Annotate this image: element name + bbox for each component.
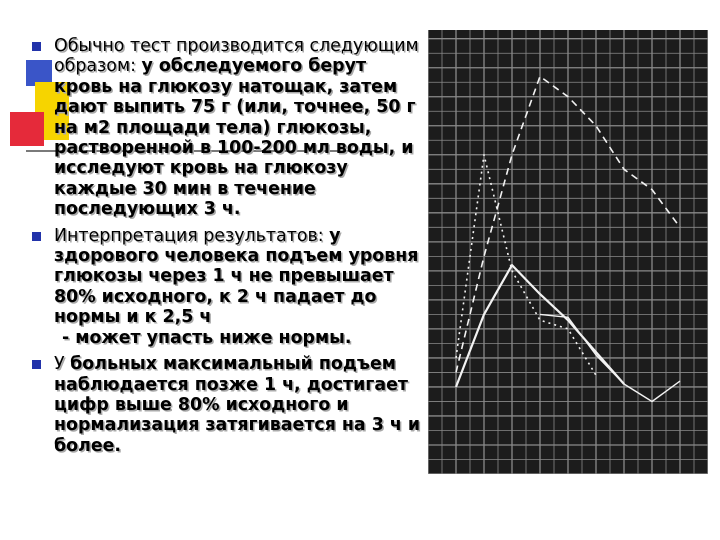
bullet-patients-bold: больных максимальный подъем наблюдается позже 1 ч, достигает цифр выше 80% исходного и нормализация затягивается на 3 ч и более. <box>54 354 421 456</box>
bullet-procedure-normal: Обычно тест производится следующим образом: <box>54 36 419 77</box>
bullet-patients-normal: У <box>54 354 71 375</box>
bullet-procedure-bold: у обследуемого берут кровь на глюкозу натощак, затем дают выпить 75 г (или, точнее, 50 г на м2 площади тела) глюкозы, растворенной в 100-200 мл воды, и исследуют кровь на глюкозу каждые 30 мин в течение последующих 3 ч. <box>54 56 416 220</box>
bullet-item-interpretation <box>32 226 422 348</box>
bullet-square-icon <box>32 232 41 241</box>
bullet-interpretation-bold: у здорового человека подъем уровня глюкозы через 1 ч не превышает 80% исходного, к 2 ч падает до нормы и к 2,5 ч <box>54 225 419 328</box>
bullet-interpretation-normal: Интерпретация результатов: <box>54 225 330 246</box>
bullet-list <box>32 36 422 462</box>
bullet-item-patients <box>32 354 422 456</box>
chart-svg <box>428 30 708 474</box>
glucose-curve-chart <box>428 30 708 474</box>
bullet-square-icon <box>32 42 41 51</box>
bullet-square-icon <box>32 360 41 369</box>
bullet-item-procedure <box>32 36 422 220</box>
bullet-interpretation-tail: - может упасть ниже нормы. <box>62 327 352 348</box>
